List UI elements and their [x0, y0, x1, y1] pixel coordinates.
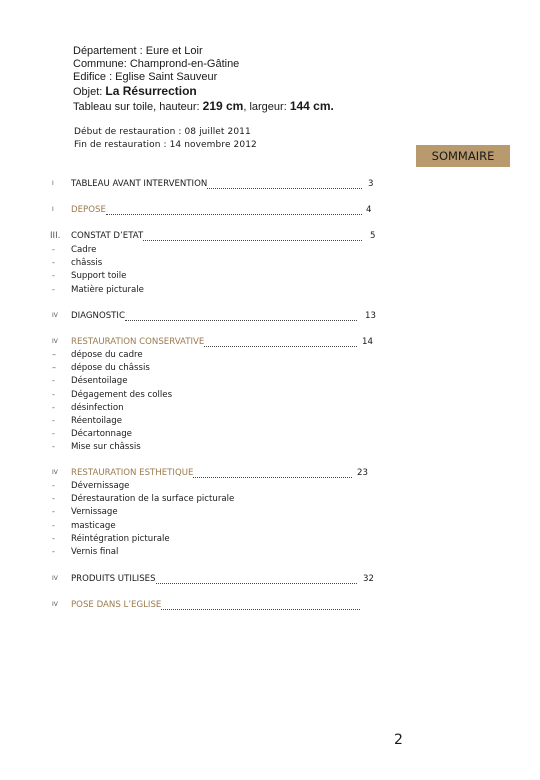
toc-leader-dots: [106, 207, 362, 215]
dimensions-prefix: Tableau sur toile, hauteur:: [73, 101, 203, 113]
objet-label: Objet:: [73, 86, 106, 98]
toc-leader-dots: [161, 602, 360, 610]
toc-sub-item: Vernis final: [71, 547, 119, 557]
toc-entry[interactable]: [71, 337, 357, 347]
toc-sub-bullet: -: [52, 416, 55, 425]
toc-sub-bullet: -: [52, 258, 55, 268]
toc-leader-dots: [143, 233, 362, 241]
objet-title: La Résurrection: [105, 84, 197, 98]
commune-line: Commune: Champrond-en-Gâtine: [73, 58, 240, 70]
toc-sub-bullet: -: [52, 389, 55, 399]
toc-marker: IV: [52, 575, 58, 582]
toc-sub-bullet: -: [52, 533, 55, 543]
toc-sub-item: dépose du cadre: [71, 350, 143, 360]
toc-sub-bullet: -: [52, 547, 55, 556]
toc-marker: I: [52, 180, 54, 187]
page-number: 2: [394, 732, 403, 748]
toc-entry[interactable]: [71, 468, 352, 478]
toc-sub-item: Matière picturale: [71, 284, 144, 295]
hauteur-value: 219 cm: [202, 99, 244, 113]
toc-page-number: 32: [363, 574, 374, 584]
toc-page-number: 3: [368, 179, 374, 189]
toc-sub-bullet: -: [52, 245, 55, 254]
toc-sub-item: Désentoilage: [71, 376, 128, 387]
toc-sub-item: masticage: [71, 520, 116, 531]
toc-sub-item: Cadre: [71, 245, 97, 255]
toc-marker: IV: [52, 469, 58, 476]
toc-page-number: 5: [370, 231, 376, 241]
toc-sub-item: Réintégration picturale: [71, 533, 170, 544]
toc-sub-bullet: -: [52, 494, 55, 504]
toc-leader-dots: [193, 470, 352, 478]
toc-sub-bullet: –: [52, 350, 56, 359]
toc-sub-bullet: -: [52, 376, 55, 386]
toc-sub-item: Support toile: [71, 271, 127, 282]
toc-leader-dots: [125, 313, 357, 321]
toc-entry[interactable]: [71, 205, 362, 215]
toc-sub-item: Vernissage: [71, 507, 118, 518]
dimensions-line: [73, 100, 334, 114]
toc-page-number: 14: [362, 337, 373, 347]
restoration-end: Fin de restauration : 14 novembre 2012: [74, 140, 257, 150]
toc-sub-item: Dégagement des colles: [71, 389, 173, 400]
toc-entry[interactable]: [71, 311, 357, 321]
toc-sub-item: Dévernissage: [71, 481, 130, 491]
toc-leader-dots: [156, 576, 357, 584]
toc-sub-item: désinfection: [71, 402, 124, 413]
toc-sub-bullet: -: [52, 481, 55, 490]
toc-sub-item: dépose du châssis: [71, 363, 150, 374]
toc-sub-item: châssis: [71, 258, 103, 269]
toc-marker: IV: [52, 338, 58, 345]
toc-page-number: 4: [366, 205, 372, 215]
toc-entry-label: DIAGNOSTIC: [71, 311, 125, 321]
toc-sub-item: Dérestauration de la surface picturale: [71, 494, 235, 505]
restoration-start: Début de restauration : 08 juillet 2011: [74, 127, 251, 137]
toc-entry[interactable]: [71, 574, 357, 584]
toc-entry-label: TABLEAU AVANT INTERVENTION: [71, 179, 208, 189]
toc-sub-bullet: -: [52, 271, 55, 281]
toc-sub-item: Mise sur châssis: [71, 442, 141, 453]
dimensions-mid: , largeur:: [243, 101, 290, 113]
toc-sub-bullet: -: [52, 284, 55, 294]
toc-marker: I: [52, 206, 54, 213]
toc-entry[interactable]: [71, 231, 362, 241]
toc-entry[interactable]: [71, 600, 360, 610]
toc-sub-bullet: -: [52, 507, 55, 517]
toc-sub-bullet: -: [52, 429, 55, 439]
edifice-line: Edifice : Eglise Saint Sauveur: [73, 71, 218, 83]
sommaire-heading: SOMMAIRE: [416, 145, 510, 167]
departement-line: Département : Eure et Loir: [73, 45, 203, 57]
toc-entry-label: PRODUITS UTILISES: [71, 574, 156, 584]
toc-entry-label: DEPOSE: [71, 205, 106, 215]
toc-sub-bullet: -: [52, 402, 55, 412]
toc-sub-item: Décartonnage: [71, 429, 132, 440]
toc-leader-dots: [207, 181, 362, 189]
toc-entry-label: POSE DANS L’EGLISE: [71, 600, 162, 610]
toc-sub-bullet: -: [52, 520, 55, 530]
objet-line: [73, 85, 197, 99]
toc-sub-item: Réentoilage: [71, 416, 123, 426]
toc-marker: IV: [52, 312, 58, 319]
toc-sub-bullet: –: [52, 363, 56, 373]
toc-page-number: 23: [357, 468, 368, 478]
toc-marker: IV: [52, 601, 58, 608]
toc-marker: III.: [50, 231, 61, 241]
toc-entry-label: RESTAURATION ESTHETIQUE: [71, 468, 194, 478]
toc-sub-bullet: -: [52, 442, 55, 452]
toc-entry-label: RESTAURATION CONSERVATIVE: [71, 337, 205, 347]
toc-page-number: 13: [365, 311, 376, 321]
largeur-value: 144 cm.: [289, 99, 334, 113]
toc-leader-dots: [204, 339, 357, 347]
toc-entry[interactable]: [71, 179, 362, 189]
toc-entry-label: CONSTAT D’ETAT: [71, 231, 144, 241]
